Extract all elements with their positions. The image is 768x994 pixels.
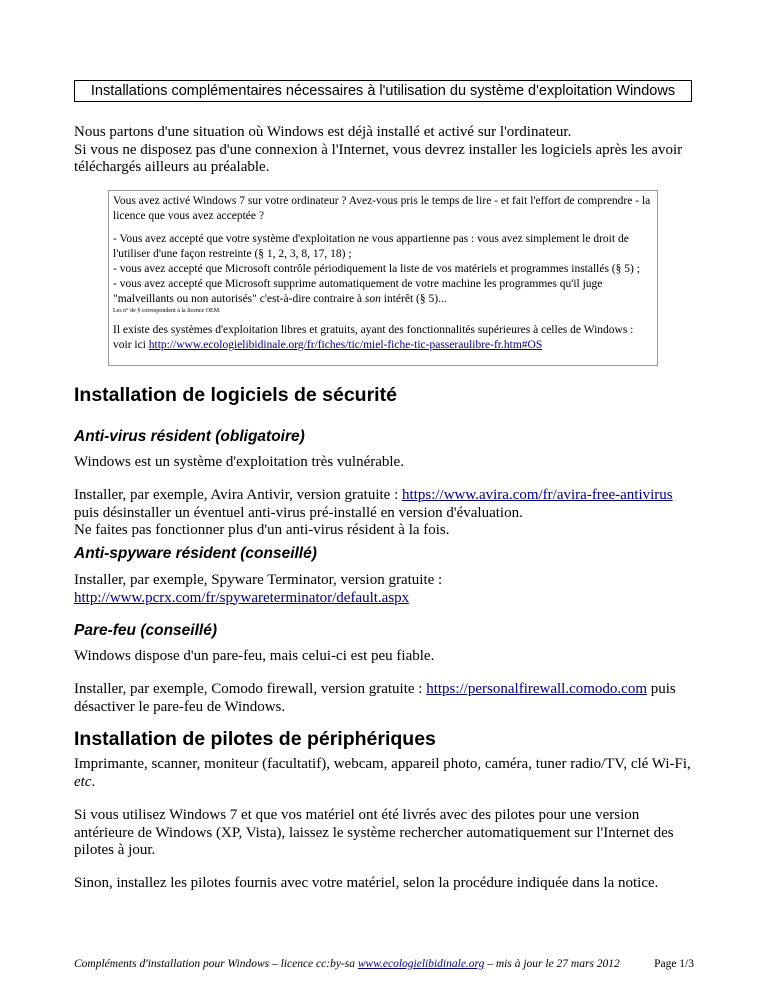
footer-site-link[interactable]: www.ecologielibidinale.org bbox=[357, 958, 485, 970]
footer-text-end: – mis à jour le 27 mars 2012 bbox=[484, 958, 620, 970]
drivers-period: . bbox=[91, 773, 96, 790]
drivers-devices-text bbox=[74, 756, 696, 791]
note-p5-text: Il existe des systèmes d'exploitation libres et gratuits, ayant des fonctionnalités supérieures à celles de Windows : voir ici bbox=[113, 324, 634, 351]
firewall-intro: Windows dispose d'un pare-feu, mais celui-ci est peu fiable. bbox=[74, 648, 435, 664]
document-title: Installations complémentaires nécessaires à l'utilisation du système d'exploitation Windows bbox=[74, 80, 692, 102]
page-footer bbox=[74, 958, 694, 970]
note-p4-end: intérêt (§ 5)... bbox=[380, 293, 447, 305]
spyware-terminator-link[interactable]: http://www.pcrx.com/fr/spywareterminator/default.aspx bbox=[74, 589, 410, 606]
note-paragraph-2: - Vous avez accepté que votre système d'exploitation ne vous appartienne pas : vous avez simplement le droit de l'utiliser d'une façon restreinte (§ 1, 2, 3, 8, 17, 18) ; bbox=[113, 233, 629, 260]
subheading-firewall: Pare-feu (conseillé) bbox=[74, 622, 217, 639]
antivirus-intro: Windows est un système d'exploitation très vulnérable. bbox=[74, 454, 404, 470]
antivirus-install-text: Installer, par exemple, Avira Antivir, version gratuite : bbox=[74, 487, 403, 503]
antivirus-body bbox=[74, 487, 696, 540]
drivers-devices-list: Imprimante, scanner, moniteur (facultatif), webcam, appareil photo, caméra, tuner radio/TV, clé Wi-Fi, bbox=[74, 756, 691, 772]
antispyware-install-text: Installer, par exemple, Spyware Terminator, version gratuite : bbox=[74, 572, 443, 588]
comodo-link[interactable]: https://personalfirewall.comodo.com bbox=[426, 681, 647, 697]
license-note-box bbox=[108, 190, 658, 366]
note-os-link[interactable]: http://www.ecologielibidinale.org/fr/fiches/tic/miel-fiche-tic-passeraulibre-fr.htm#OS bbox=[148, 339, 543, 351]
firewall-body bbox=[74, 681, 696, 716]
page-number: Page 1/3 bbox=[654, 958, 694, 970]
note-footnote: Les n° de § correspondent à la licence OEM. bbox=[113, 308, 221, 314]
note-paragraph-3: - vous avez accepté que Microsoft contrôle périodiquement la liste de vos matériels et programmes installés (§ 5) ; bbox=[113, 263, 640, 275]
section-heading-drivers: Installation de pilotes de périphériques bbox=[74, 728, 436, 750]
note-paragraph-1: Vous avez activé Windows 7 sur votre ordinateur ? Avez-vous pris le temps de lire - et fait l'effort de comprendre - la licence que vous avez acceptée ? bbox=[113, 195, 651, 222]
antivirus-warning-text: Ne faites pas fonctionner plus d'un anti-virus résident à la fois. bbox=[74, 522, 450, 538]
footer-text-start: Compléments d'installation pour Windows – licence cc:by-sa bbox=[74, 958, 358, 970]
antispyware-body bbox=[74, 572, 696, 607]
firewall-install-text: Installer, par exemple, Comodo firewall, version gratuite : bbox=[74, 681, 427, 697]
subheading-antivirus: Anti-virus résident (obligatoire) bbox=[74, 428, 305, 445]
intro-paragraph bbox=[74, 124, 696, 177]
drivers-windows7-text: Si vous utilisez Windows 7 et que vos matériel ont été livrés avec des pilotes pour une version antérieure de Windows (XP, Vista), laissez le système rechercher automatiquement sur l'Internet des pilotes à jour. bbox=[74, 807, 674, 858]
avira-link[interactable]: https://www.avira.com/fr/avira-free-antivirus bbox=[402, 487, 673, 503]
subheading-antispyware: Anti-spyware résident (conseillé) bbox=[74, 545, 317, 562]
firewall-disable-text: puis désactiver le pare-feu de Windows. bbox=[74, 681, 676, 715]
intro-line-1: Nous partons d'une situation où Windows est déjà installé et activé sur l'ordinateur. bbox=[74, 124, 572, 140]
note-p4-text: - vous avez accepté que Microsoft supprime automatiquement de votre machine les programmes qu'il juge "malveillants ou non autorisés" c'est-à-dire contraire à bbox=[113, 278, 603, 305]
section-heading-security: Installation de logiciels de sécurité bbox=[74, 384, 397, 406]
drivers-etc: etc bbox=[74, 773, 92, 790]
note-paragraph-4 bbox=[113, 277, 653, 307]
drivers-manual-text: Sinon, installez les pilotes fournis avec votre matériel, selon la procédure indiquée dans la notice. bbox=[74, 875, 659, 891]
note-p4-emphasis: son bbox=[364, 293, 381, 305]
intro-line-2: Si vous ne disposez pas d'une connexion à l'Internet, vous devrez installer les logiciels après les avoir téléchargés ailleurs au préalable. bbox=[74, 141, 683, 175]
note-paragraph-5 bbox=[113, 323, 653, 353]
antivirus-uninstall-text: puis désinstaller un éventuel anti-virus pré-installé en version d'évaluation. bbox=[74, 504, 523, 521]
